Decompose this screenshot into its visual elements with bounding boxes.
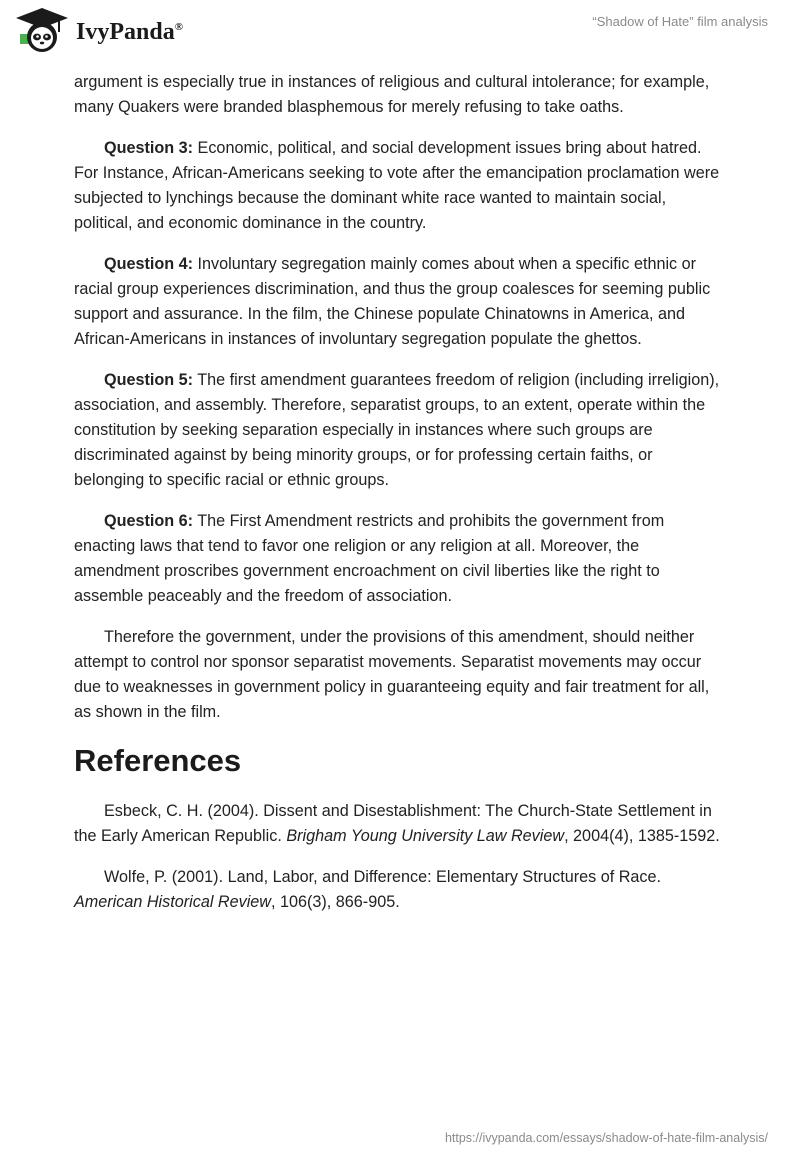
paragraph-question-4: Question 4: Involuntary segregation mainly comes about when a specific ethnic or racial group experiences discrimination, and thus the group coalesces for seeming public support and assurance. In the film, the Chinese populate Chinatowns in America, and African-Americans in instances of involuntary segregation populate the ghettos. (74, 255, 711, 348)
references-heading: References (74, 743, 242, 778)
paragraph-conclusion: Therefore the government, under the provisions of this amendment, should neither attempt to control nor sponsor separatist movements. Separatist movements may occur due to weaknesses in government policy in guaranteeing equity and fair treatment for all, as shown in the film. (74, 628, 710, 721)
document-title: “Shadow of Hate” film analysis (592, 14, 768, 29)
essay-body (74, 70, 724, 931)
paragraph-continuation: argument is especially true in instances of religious and cultural intolerance; for example, many Quakers were branded blasphemous for merely refusing to take oaths. (74, 73, 710, 116)
reference-entry: Esbeck, C. H. (2004). Dissent and Disestablishment: The Church-State Settlement in the Early American Republic. Brigham Young University Law Review, 2004(4), 1385-1592. (74, 802, 720, 845)
paragraph-question-5: Question 5: The first amendment guarantees freedom of religion (including irreligion), association, and assembly. Therefore, separatist groups, to an extent, operate within the constitution by seeking separation especially in instances where such groups are discriminated against by being minority groups, or for professing certain faiths, or belonging to specific racial or ethnic groups. (74, 371, 720, 489)
question-5-label: Question 5: (104, 371, 194, 389)
paragraph-question-3: Question 3: Economic, political, and social development issues bring about hatred. For Instance, African-Americans seeking to vote after the emancipation proclamation were subjected to lynchings because the dominant white race wanted to maintain social, political, and economic dominance in the country. (74, 139, 720, 232)
question-6-label: Question 6: (104, 512, 194, 530)
brand-name: IvyPanda® (76, 18, 183, 45)
page-header (0, 0, 800, 70)
source-url[interactable]: https://ivypanda.com/essays/shadow-of-hate-film-analysis/ (444, 1131, 768, 1145)
reference-entry: Wolfe, P. (2001). Land, Labor, and Difference: Elementary Structures of Race. American Historical Review, 106(3), 866-905. (74, 868, 661, 911)
question-4-label: Question 4: (104, 255, 194, 273)
paragraph-question-6: Question 6: The First Amendment restricts and prohibits the government from enacting laws that tend to favor one religion or any religion at all. Moreover, the amendment proscribes government encroachment on civil liberties like the right to assemble peaceably and the freedom of association. (74, 512, 665, 605)
question-3-label: Question 3: (104, 139, 194, 157)
brand-logo[interactable] (14, 6, 183, 54)
panda-graduate-icon (14, 6, 70, 54)
